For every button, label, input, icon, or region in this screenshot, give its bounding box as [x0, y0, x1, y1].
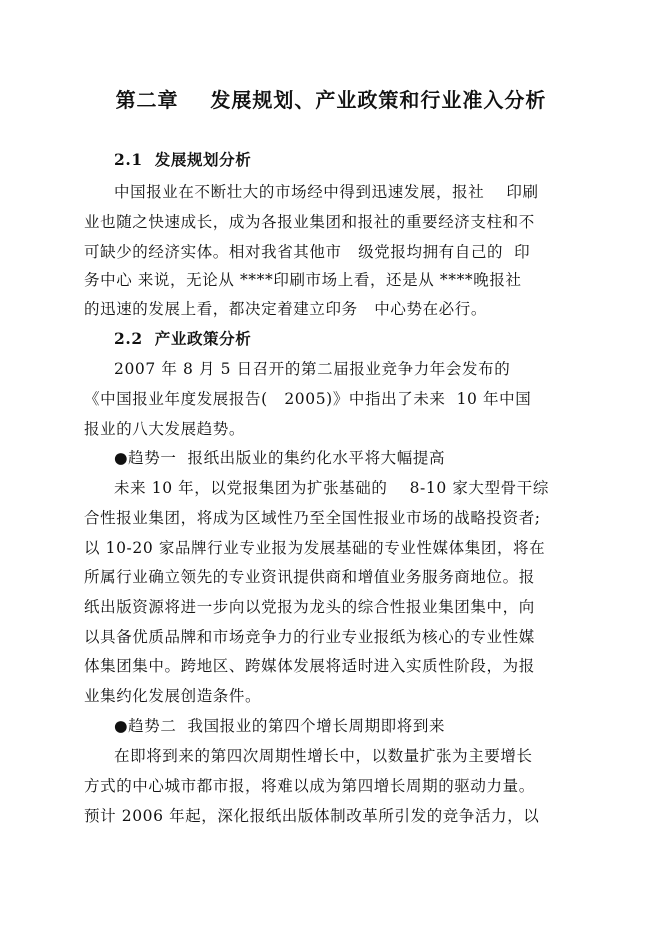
paragraph-line: 在即将到来的第四次周期性增长中，以数量扩张为主要增长: [114, 747, 533, 765]
paragraph-line: 中国报业在不断壮大的市场经中得到迅速发展，报社 印刷: [114, 183, 539, 201]
paragraph-line: 预计 2006 年起，深化报纸出版体制改革所引发的竞争活力，以: [84, 807, 540, 825]
section-heading-2-1: 2.1 发展规划分析: [114, 150, 252, 169]
paragraph-line: 以具备优质品牌和市场竞争力的行业专业报纸为核心的专业性媒: [84, 628, 535, 646]
paragraph-line: 体集团集中。跨地区、跨媒体发展将适时进入实质性阶段，为报: [84, 657, 535, 675]
paragraph-line: 业集约化发展创造条件。: [84, 687, 262, 705]
paragraph-line: 可缺少的经济实体。相对我省其他市 级党报均拥有自己的 印: [84, 243, 531, 261]
paragraph-line: 的迅速的发展上看，都决定着建立印务 中心势在必行。: [84, 300, 487, 318]
paragraph-line: 务中心 来说，无论从 ****印刷市场上看，还是从 ****晚报社: [84, 271, 522, 289]
paragraph-line: 所属行业确立领先的专业资讯提供商和增值业务服务商地位。报: [84, 568, 535, 586]
paragraph-line: 业也随之快速成长，成为各报业集团和报社的重要经济支柱和不: [84, 213, 535, 231]
paragraph-line: 2007 年 8 月 5 日召开的第二届报业竞争力年会发布的: [114, 360, 511, 378]
paragraph-line: 方式的中心城市都市报，将难以成为第四增长周期的驱动力量。: [84, 777, 535, 795]
paragraph-line: 纸出版资源将进一步向以党报为龙头的综合性报业集团集中，向: [84, 598, 535, 616]
paragraph-line: 以 10-20 家品牌行业专业报为发展基础的专业性媒体集团，将在: [84, 539, 546, 557]
paragraph-line: 合性报业集团，将成为区域性乃至全国性报业市场的战略投资者;: [84, 509, 541, 527]
chapter-title: 第二章 发展规划、产业政策和行业准入分析: [115, 88, 547, 112]
trend-bullet-1: ●趋势一 报纸出版业的集约化水平将大幅提高: [114, 449, 446, 467]
paragraph-line: 报业的八大发展趋势。: [84, 420, 246, 438]
paragraph-line: 未来 10 年，以党报集团为扩张基础的 8-10 家大型骨干综: [114, 479, 549, 497]
section-heading-2-2: 2.2 产业政策分析: [114, 329, 252, 348]
trend-bullet-2: ●趋势二 我国报业的第四个增长周期即将到来: [114, 717, 446, 735]
paragraph-line: 《中国报业年度发展报告( 2005)》中指出了未来 10 年中国: [84, 390, 532, 408]
